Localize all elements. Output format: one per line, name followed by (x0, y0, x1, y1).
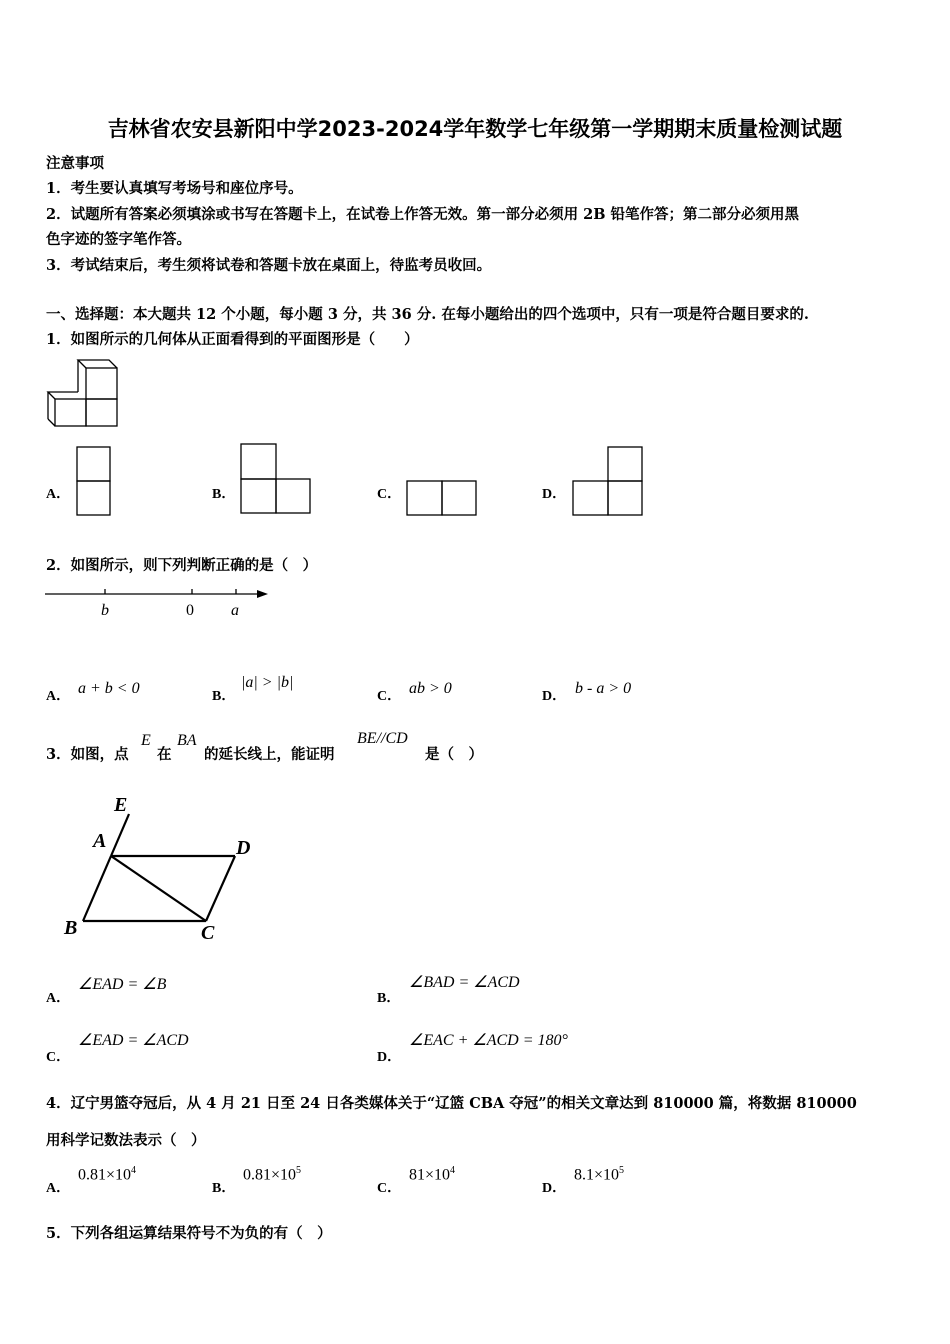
question-4-stem-continued: 用科学记数法表示（ ） (46, 1132, 206, 1149)
notice-item: 2．试题所有答案必须填涂或书写在答题卡上，在试卷上作答无效。第一部分必须用 2B 铅笔作答；第二部分必须用黑 (46, 206, 800, 223)
q4-option-d-label[interactable]: D． (542, 1181, 567, 1196)
q1-option-c-figure[interactable] (406, 480, 478, 517)
number-line (44, 586, 270, 600)
question-3-stem-part: 在 (157, 746, 172, 763)
q3-option-d[interactable]: ∠EAC + ∠ACD = 180° (409, 1032, 568, 1049)
q2-option-a-label[interactable]: A． (46, 689, 71, 704)
question-3-stem-part: 的延长线上，能证明 (204, 746, 335, 763)
question-3-stem-part: 3．如图，点 (46, 746, 129, 763)
q2-option-b-label[interactable]: B． (212, 689, 236, 704)
q1-solid-figure (44, 358, 124, 430)
q3-option-a[interactable]: ∠EAD = ∠B (78, 976, 167, 993)
question-4-stem: 4．辽宁男篮夺冠后，从 4 月 21 日至 24 日各类媒体关于“辽篮 CBA 夺冠”的相关文章达到 810000 篇，将数据 810000 (46, 1095, 857, 1112)
q2-option-d-label[interactable]: D． (542, 689, 567, 704)
question-5-stem: 5．下列各组运算结果符号不为负的有（ ） (46, 1225, 332, 1242)
q1-option-d-figure[interactable] (572, 446, 644, 517)
q4-option-a-label[interactable]: A． (46, 1181, 71, 1196)
notice-heading: 注意事项 (46, 155, 104, 172)
question-3-segment-ba: BA (177, 732, 197, 749)
number-line-label-b: b (101, 602, 109, 619)
q1-option-a-label[interactable]: A． (46, 487, 71, 502)
q4-option-a[interactable]: $0.81\times 10^4$ (78, 1165, 137, 1184)
q4-option-c[interactable]: $81\times 10^4$ (409, 1165, 456, 1184)
figure-label-a: A (93, 830, 107, 852)
q2-option-c[interactable]: ab > 0 (409, 680, 452, 697)
q2-option-d[interactable]: b - a > 0 (575, 680, 632, 697)
q4-option-d[interactable]: $8.1\times 10^5$ (574, 1165, 625, 1184)
q3-option-b[interactable]: ∠BAD = ∠ACD (409, 974, 520, 991)
q4-option-b[interactable]: $0.81\times 10^5$ (243, 1165, 302, 1184)
notice-item: 1．考生要认真填写考场号和座位序号。 (46, 180, 303, 197)
q3-option-c-label[interactable]: C． (46, 1050, 71, 1065)
q3-option-d-label[interactable]: D． (377, 1050, 402, 1065)
q1-option-b-label[interactable]: B． (212, 487, 236, 502)
page-title: 吉林省农安县新阳中学2023-2024学年数学七年级第一学期期末质量检测试题 (107, 117, 843, 141)
question-1-stem: 1．如图所示的几何体从正面看得到的平面图形是（ ） (46, 331, 419, 348)
section-heading: 一、选择题：本大题共 12 个小题，每小题 3 分，共 36 分. 在每小题给出的四个选项中，只有一项是符合题目要求的. (46, 306, 809, 323)
q4-option-c-label[interactable]: C． (377, 1181, 402, 1196)
number-line-label-zero: 0 (186, 602, 194, 619)
question-2-stem: 2．如图所示，则下列判断正确的是（ ） (46, 557, 318, 574)
q1-option-c-label[interactable]: C． (377, 487, 402, 502)
q1-option-a-figure[interactable] (76, 446, 112, 516)
q3-parallelogram-figure (60, 795, 260, 945)
q4-option-b-label[interactable]: B． (212, 1181, 236, 1196)
question-3-parallel: BE//CD (357, 730, 408, 747)
q3-option-b-label[interactable]: B． (377, 991, 401, 1006)
q1-option-d-label[interactable]: D． (542, 487, 567, 502)
notice-item: 色字迹的签字笔作答。 (46, 231, 191, 248)
question-3-point-e: E (141, 732, 151, 749)
q2-option-a[interactable]: a + b < 0 (78, 680, 140, 697)
notice-item: 3．考试结束后，考生须将试卷和答题卡放在桌面上，待监考员收回。 (46, 257, 492, 274)
figure-label-d: D (236, 837, 251, 859)
q3-option-c[interactable]: ∠EAD = ∠ACD (78, 1032, 189, 1049)
figure-label-e: E (114, 794, 128, 816)
figure-label-b: B (64, 917, 78, 939)
figure-label-c: C (201, 922, 215, 944)
q1-option-b-figure[interactable] (240, 443, 312, 515)
number-line-label-a: a (231, 602, 239, 619)
q2-option-b[interactable]: |a| > |b| (241, 674, 294, 691)
question-3-stem-part: 是（ ） (425, 746, 483, 763)
q3-option-a-label[interactable]: A． (46, 991, 71, 1006)
q2-option-c-label[interactable]: C． (377, 689, 402, 704)
